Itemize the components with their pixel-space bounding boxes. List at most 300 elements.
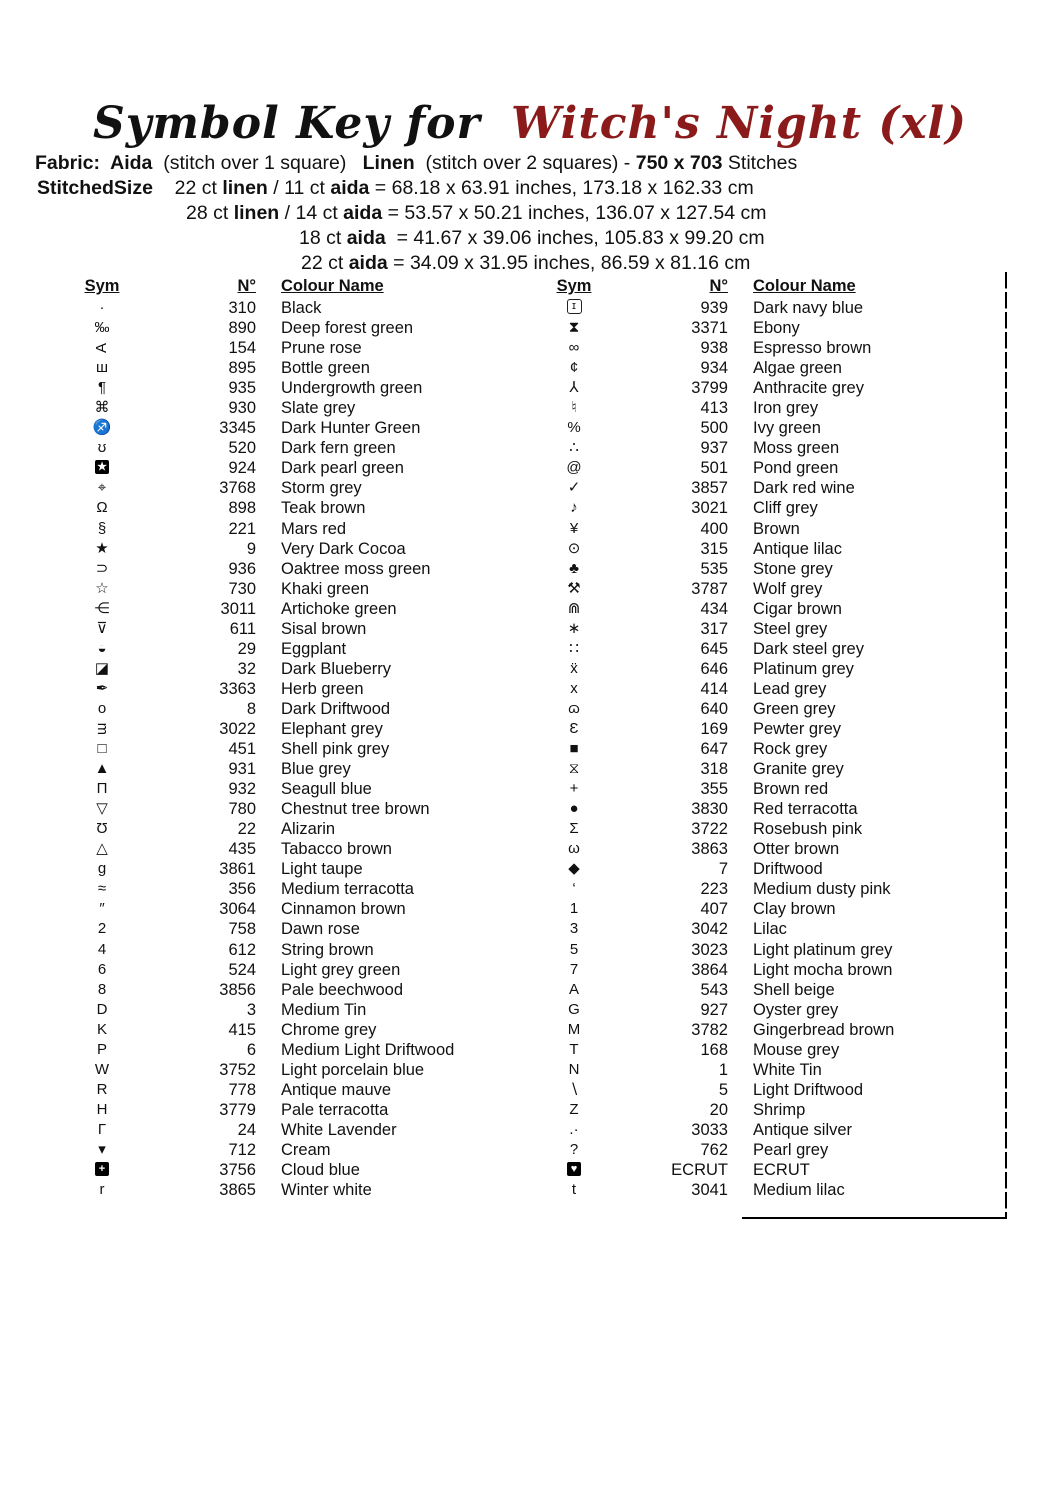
table-row <box>60 679 490 699</box>
stitch-symbol-glyph: ɷ <box>568 699 580 717</box>
info-line-2 <box>37 176 1060 201</box>
symbol-cell <box>60 940 144 960</box>
symbol-cell <box>532 819 616 839</box>
stitch-symbol-glyph: ☆ <box>95 579 109 597</box>
colour-name-cell: Light Driftwood <box>753 1080 864 1099</box>
colour-name-cell: Light porcelain blue <box>281 1060 425 1079</box>
table-row <box>532 1100 982 1120</box>
info-line-4 <box>299 226 1060 251</box>
symbol-cell <box>532 559 616 579</box>
symbol-cell <box>60 879 144 899</box>
colour-name-cell: Lead grey <box>753 679 827 698</box>
thread-number-cell: 535 <box>700 559 728 578</box>
stitch-symbol-glyph: ⌘ <box>94 399 110 417</box>
colour-name-cell: Pearl grey <box>753 1140 829 1159</box>
symbol-cell <box>60 398 144 418</box>
thread-number-cell: 934 <box>700 359 728 378</box>
info-segment: Linen <box>362 152 415 174</box>
info-segment: aida <box>330 177 370 199</box>
colour-name-cell: Lilac <box>753 920 787 939</box>
symbol-cell <box>532 799 616 819</box>
symbol-cell <box>60 1180 144 1200</box>
colour-name-cell: Anthracite grey <box>753 379 864 398</box>
symbol-cell <box>60 739 144 759</box>
symbol-cell <box>60 799 144 819</box>
stitch-symbol-glyph: + <box>95 1162 109 1176</box>
colour-name-cell: Pale beechwood <box>281 980 404 999</box>
table-row <box>60 639 490 659</box>
colour-name-cell: Seagull blue <box>281 780 372 799</box>
thread-number-cell: 154 <box>228 339 256 358</box>
stitch-symbol-glyph: @ <box>566 459 582 477</box>
table-row <box>60 960 490 980</box>
thread-number-cell: 356 <box>228 880 256 899</box>
stitch-symbol-glyph: .· <box>569 1120 579 1138</box>
symbol-cell <box>60 639 144 659</box>
thread-number-cell: 8 <box>246 699 256 718</box>
symbol-cell <box>532 980 616 1000</box>
colour-name-cell: Dark Driftwood <box>281 699 391 718</box>
stitch-symbol-glyph: ⌖ <box>97 479 107 497</box>
symbol-cell <box>532 498 616 518</box>
stitch-symbol-glyph: ⊽ <box>96 619 108 637</box>
colour-name-cell: Alizarin <box>281 820 336 839</box>
table-row <box>532 338 982 358</box>
info-segment: = 41.67 x 39.06 inches, 105.83 x 99.20 cm <box>385 227 765 249</box>
stitch-symbol-glyph: A <box>568 980 579 998</box>
thread-number-cell: 318 <box>700 760 728 779</box>
colour-name-cell: Pale terracotta <box>281 1100 389 1119</box>
table-row <box>532 779 982 799</box>
thread-number-cell: 3799 <box>691 379 728 398</box>
stitch-symbol-glyph: R <box>96 1080 108 1098</box>
table-row <box>532 940 982 960</box>
stitch-symbol-glyph: ▽ <box>96 800 108 818</box>
symbol-cell <box>60 779 144 799</box>
table-row <box>532 659 982 679</box>
colour-name-cell: Shell pink grey <box>281 740 390 759</box>
stitch-symbol-glyph: r <box>99 1181 105 1199</box>
stitch-symbol-glyph: ★ <box>95 460 109 474</box>
thread-number-cell: 543 <box>700 980 728 999</box>
stitch-symbol-glyph: □ <box>97 740 107 758</box>
colour-name-cell: Shell beige <box>753 980 835 999</box>
table-row <box>60 378 490 398</box>
thread-number-cell: 500 <box>700 419 728 438</box>
stitch-symbol-glyph: ◒ <box>97 639 107 657</box>
stitch-symbol-glyph: ? <box>569 1140 579 1158</box>
colour-name-cell: Light grey green <box>281 960 401 979</box>
thread-number-cell: ECRUT <box>671 1161 728 1180</box>
symbol-cell <box>532 739 616 759</box>
thread-number-cell: 169 <box>700 719 728 738</box>
thread-number-cell: 778 <box>228 1080 256 1099</box>
column-header-number: N° <box>237 277 256 295</box>
colour-name-cell: Oaktree moss green <box>281 559 431 578</box>
table-header-right <box>532 276 982 298</box>
table-row <box>532 1000 982 1020</box>
table-row <box>532 1180 982 1200</box>
symbol-cell <box>60 539 144 559</box>
colour-name-cell: Stone grey <box>753 559 833 578</box>
colour-name-cell: Oyster grey <box>753 1000 839 1019</box>
colour-name-cell: Chestnut tree brown <box>281 800 430 819</box>
stitch-symbol-glyph: W <box>94 1060 110 1078</box>
thread-number-cell: 3033 <box>691 1120 728 1139</box>
colour-name-cell: Dawn rose <box>281 920 360 939</box>
stitch-symbol-glyph: % <box>567 419 581 437</box>
symbol-cell <box>60 1020 144 1040</box>
colour-name-cell: Winter white <box>281 1181 372 1200</box>
table-row <box>532 1020 982 1040</box>
table-row <box>60 759 490 779</box>
symbol-cell <box>532 1180 616 1200</box>
table-row <box>532 579 982 599</box>
info-segment: Fabric: Aida <box>35 152 153 174</box>
table-header-left <box>60 276 490 298</box>
stitch-symbol-glyph: ⋲ <box>94 599 110 617</box>
thread-number-cell: 3363 <box>219 679 256 698</box>
colour-name-cell: Elephant grey <box>281 719 383 738</box>
symbol-cell <box>532 418 616 438</box>
thread-number-cell: 355 <box>700 780 728 799</box>
symbol-cell <box>532 779 616 799</box>
colour-name-cell: Cloud blue <box>281 1161 360 1180</box>
colour-name-cell: Medium Tin <box>281 1000 367 1019</box>
thread-number-cell: 3864 <box>691 960 728 979</box>
stitch-symbol-glyph: ♥ <box>567 1162 581 1176</box>
colour-name-cell: Wolf grey <box>753 579 823 598</box>
stitch-symbol-glyph: ⋒ <box>567 599 581 617</box>
stitch-symbol-glyph: 5 <box>569 940 579 958</box>
colour-name-cell: Green grey <box>753 699 836 718</box>
symbol-cell <box>60 579 144 599</box>
colour-name-cell: Black <box>281 299 322 317</box>
stitch-symbol-glyph: P <box>96 1040 107 1058</box>
stitch-symbol-glyph: ᴟ <box>97 719 107 737</box>
stitch-symbol-glyph: ♪ <box>570 499 578 517</box>
thread-number-cell: 935 <box>228 379 256 398</box>
symbol-cell <box>60 1100 144 1120</box>
stitch-symbol-glyph: Ɛ <box>569 719 579 737</box>
table-row <box>532 899 982 919</box>
thread-number-cell: 6 <box>246 1040 256 1059</box>
column-header-sym: Sym <box>556 277 592 295</box>
stitch-symbol-glyph: Ω <box>96 499 108 517</box>
table-row <box>532 859 982 879</box>
table-row <box>532 1040 982 1060</box>
thread-number-cell: 612 <box>228 940 256 959</box>
info-segment: = 53.57 x 50.21 inches, 136.07 x 127.54 cm <box>382 202 767 224</box>
table-row <box>532 559 982 579</box>
thread-number-cell: 924 <box>228 459 256 478</box>
table-row <box>532 1060 982 1080</box>
thread-number-cell: 20 <box>709 1100 728 1119</box>
info-segment: Stitches <box>722 152 798 174</box>
column-header-colour-name: Colour Name <box>753 277 856 295</box>
thread-number-cell: 3856 <box>219 980 256 999</box>
thread-number-cell: 611 <box>229 619 256 638</box>
thread-number-cell: 414 <box>700 679 728 698</box>
thread-number-cell: 932 <box>228 780 256 799</box>
symbol-cell <box>532 338 616 358</box>
thread-number-cell: 640 <box>700 699 728 718</box>
table-row <box>60 1100 490 1120</box>
stitch-symbol-glyph: K <box>96 1020 107 1038</box>
symbol-cell <box>532 398 616 418</box>
stitch-symbol-glyph: ⧖ <box>568 760 580 778</box>
colour-name-cell: Ebony <box>753 319 800 338</box>
colour-name-cell: Deep forest green <box>281 319 414 338</box>
symbol-cell <box>60 859 144 879</box>
thread-number-cell: 407 <box>700 900 728 919</box>
symbol-cell <box>532 899 616 919</box>
table-row <box>60 1160 490 1180</box>
symbol-cell <box>60 478 144 498</box>
table-row <box>532 819 982 839</box>
colour-name-cell: White Lavender <box>281 1120 397 1139</box>
table-body-right <box>532 298 982 1200</box>
colour-name-cell: String brown <box>281 940 374 959</box>
thread-number-cell: 3042 <box>691 920 728 939</box>
stitch-symbol-glyph: g <box>97 860 107 878</box>
thread-number-cell: 221 <box>228 519 256 538</box>
table-row <box>60 879 490 899</box>
colour-name-cell: Dark navy blue <box>753 299 864 317</box>
table-row <box>60 1140 490 1160</box>
info-segment: (stitch over 2 squares) - <box>414 152 636 174</box>
stitch-symbol-glyph: ¢ <box>569 359 579 377</box>
stitch-symbol-glyph: T <box>569 1040 579 1058</box>
thread-number-cell: 9 <box>246 539 256 558</box>
colour-name-cell: Light taupe <box>281 860 363 879</box>
stitch-symbol-glyph: ⚒ <box>567 579 581 597</box>
info-segment: 22 ct <box>152 177 223 199</box>
thread-number-cell: 890 <box>228 319 256 338</box>
thread-number-cell: 524 <box>228 960 256 979</box>
stitch-symbol-glyph: ▲ <box>94 760 110 778</box>
colour-name-cell: Medium Light Driftwood <box>281 1040 455 1059</box>
thread-number-cell: 3021 <box>691 499 728 518</box>
stitch-symbol-glyph: ■ <box>569 740 579 758</box>
symbol-cell <box>532 759 616 779</box>
table-row <box>532 980 982 1000</box>
thread-number-cell: 3782 <box>691 1020 728 1039</box>
table-row <box>60 599 490 619</box>
symbol-cell <box>60 719 144 739</box>
table-row <box>60 1020 490 1040</box>
symbol-cell <box>532 378 616 398</box>
table-row <box>532 919 982 939</box>
table-row <box>60 478 490 498</box>
symbol-cell <box>532 1140 616 1160</box>
colour-name-cell: Rock grey <box>753 740 828 759</box>
symbol-cell <box>532 859 616 879</box>
symbol-cell <box>532 879 616 899</box>
table-row <box>532 539 982 559</box>
thread-number-cell: 24 <box>237 1120 256 1139</box>
stitch-symbol-glyph: ▾ <box>98 1140 106 1158</box>
colour-name-cell: Medium terracotta <box>281 880 414 899</box>
info-segment: / 14 ct <box>279 202 344 224</box>
table-row <box>60 980 490 1000</box>
symbol-cell <box>60 1080 144 1100</box>
colour-name-cell: Brown red <box>753 780 829 799</box>
colour-name-cell: Light mocha brown <box>753 960 893 979</box>
colour-name-cell: ECRUT <box>753 1161 810 1180</box>
stitch-symbol-glyph: ✓ <box>567 479 581 497</box>
symbol-cell <box>60 699 144 719</box>
symbol-cell <box>532 1160 616 1180</box>
colour-name-cell: Steel grey <box>753 619 828 638</box>
colour-name-cell: Eggplant <box>281 639 347 658</box>
table-row <box>532 478 982 498</box>
thread-number-cell: 3861 <box>219 860 256 879</box>
stitch-symbol-glyph: ʊ <box>97 439 107 457</box>
symbol-cell <box>532 1060 616 1080</box>
stitch-symbol-glyph: 4 <box>97 940 107 958</box>
thread-number-cell: 3787 <box>691 579 728 598</box>
symbol-cell <box>532 659 616 679</box>
table-row <box>532 498 982 518</box>
thread-number-cell: 451 <box>228 740 256 759</box>
symbol-cell <box>532 1100 616 1120</box>
stitch-symbol-glyph: ♐ <box>92 419 112 437</box>
symbol-table-left <box>60 276 490 1200</box>
colour-name-cell: Storm grey <box>281 479 362 498</box>
colour-name-cell: Rosebush pink <box>753 820 863 839</box>
table-row <box>60 899 490 919</box>
table-row <box>60 1120 490 1140</box>
stitch-symbol-glyph: Σ <box>569 820 579 838</box>
stitch-symbol-glyph: ⊙ <box>567 539 581 557</box>
colour-name-cell: Tabacco brown <box>281 840 392 859</box>
table-row <box>60 318 490 338</box>
thread-number-cell: 317 <box>700 619 728 638</box>
symbol-cell <box>532 1020 616 1040</box>
thread-number-cell: 3752 <box>219 1060 256 1079</box>
symbol-cell <box>532 1040 616 1060</box>
thread-number-cell: 895 <box>228 359 256 378</box>
table-row <box>60 619 490 639</box>
colour-name-cell: Prune rose <box>281 339 362 358</box>
thread-number-cell: 3722 <box>691 820 728 839</box>
thread-number-cell: 3865 <box>219 1181 256 1200</box>
colour-name-cell: Driftwood <box>753 860 823 879</box>
thread-number-cell: 937 <box>700 439 728 458</box>
stitch-symbol-glyph: 7 <box>569 960 579 978</box>
symbol-cell <box>60 819 144 839</box>
table-row <box>60 559 490 579</box>
colour-name-cell: Medium dusty pink <box>753 880 891 899</box>
thread-number-cell: 400 <box>700 519 728 538</box>
symbol-cell <box>532 679 616 699</box>
table-row <box>532 1160 982 1180</box>
stitch-symbol-glyph: M <box>567 1020 581 1038</box>
stitch-symbol-glyph: Ʊ <box>96 820 108 838</box>
thread-number-cell: 7 <box>718 860 728 879</box>
info-segment: 28 ct <box>186 202 234 224</box>
table-bottom-border <box>742 1217 1007 1219</box>
colour-name-cell: Cinnamon brown <box>281 900 406 919</box>
page-title <box>0 100 1060 148</box>
thread-number-cell: 168 <box>700 1040 728 1059</box>
table-row <box>60 659 490 679</box>
stitch-symbol-glyph: x <box>570 679 578 697</box>
thread-number-cell: 5 <box>718 1080 728 1099</box>
stitch-symbol-glyph: H <box>96 1100 108 1118</box>
symbol-cell <box>60 619 144 639</box>
colour-name-cell: Espresso brown <box>753 339 872 358</box>
colour-name-cell: Iron grey <box>753 399 819 418</box>
info-segment: / 11 ct <box>267 177 331 199</box>
stitch-symbol-glyph: o <box>97 699 107 717</box>
table-row <box>60 940 490 960</box>
stitch-symbol-glyph: △ <box>96 840 108 858</box>
stitch-symbol-glyph: ‰ <box>94 319 110 337</box>
table-row <box>532 398 982 418</box>
stitch-symbol-glyph: ⧗ <box>568 319 580 337</box>
stitch-symbol-glyph: ⊃ <box>95 559 109 577</box>
table-row <box>60 1060 490 1080</box>
colour-name-cell: Algae green <box>753 359 842 378</box>
table-row <box>60 519 490 539</box>
stitch-symbol-glyph: ¶ <box>97 379 107 397</box>
thread-number-cell: 647 <box>700 740 728 759</box>
thread-number-cell: 435 <box>228 840 256 859</box>
symbol-cell <box>532 478 616 498</box>
table-row <box>60 779 490 799</box>
info-segment: = 34.09 x 31.95 inches, 86.59 x 81.16 cm <box>387 252 751 274</box>
thread-number-cell: 3345 <box>219 419 256 438</box>
stitch-symbol-glyph: ∞ <box>568 339 580 357</box>
table-row <box>532 960 982 980</box>
symbol-cell <box>532 579 616 599</box>
thread-number-cell: 520 <box>228 439 256 458</box>
info-line-3 <box>186 201 1060 226</box>
stitch-symbol-glyph: ⅄ <box>569 379 579 397</box>
table-row <box>60 799 490 819</box>
colour-name-cell: Shrimp <box>753 1100 806 1119</box>
table-row <box>60 579 490 599</box>
thread-number-cell: 712 <box>228 1140 256 1159</box>
colour-name-cell: Pewter grey <box>753 719 842 738</box>
stitch-symbol-glyph: Γ <box>97 1120 107 1138</box>
colour-name-cell: Light platinum grey <box>753 940 893 959</box>
colour-name-cell: Very Dark Cocoa <box>281 539 406 558</box>
thread-number-cell: 415 <box>228 1020 256 1039</box>
table-row <box>60 1080 490 1100</box>
symbol-cell <box>532 699 616 719</box>
thread-number-cell: 645 <box>700 639 728 658</box>
colour-name-cell: Artichoke green <box>281 599 397 618</box>
symbol-cell <box>532 960 616 980</box>
colour-name-cell: Medium lilac <box>753 1181 845 1200</box>
table-row <box>60 819 490 839</box>
table-row <box>532 699 982 719</box>
fabric-size-info <box>0 151 1060 276</box>
symbol-cell <box>532 619 616 639</box>
symbol-cell <box>532 298 616 318</box>
symbol-table-right <box>532 276 982 1200</box>
thread-number-cell: 3064 <box>219 900 256 919</box>
colour-name-cell: Otter brown <box>753 840 840 859</box>
table-row <box>60 1040 490 1060</box>
stitch-symbol-glyph: ш <box>95 359 109 377</box>
thread-number-cell: 931 <box>228 760 256 779</box>
colour-name-cell: Chrome grey <box>281 1020 377 1039</box>
stitch-symbol-glyph: 6 <box>97 960 107 978</box>
